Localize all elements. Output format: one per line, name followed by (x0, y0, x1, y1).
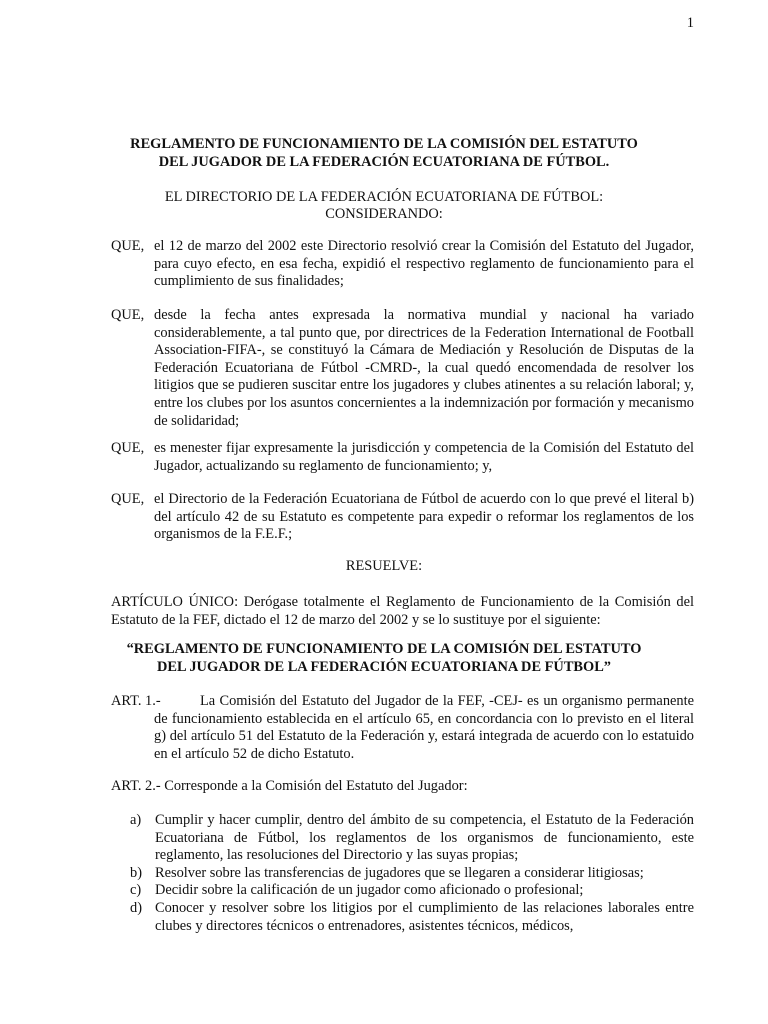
list-item (130, 812, 694, 865)
considerando-text: es menester fijar expresamente la jurisdicción y competencia de la Comisión del Estatuto del Jugador, actualizando su reglamento de funcionamiento; y, (154, 440, 694, 474)
document-title-line-1: REGLAMENTO DE FUNCIONAMIENTO DE LA COMISIÓN DEL ESTATUTO (130, 136, 638, 152)
article-1 (111, 693, 694, 763)
list-marker: b) (130, 864, 142, 881)
article-2-list (130, 812, 694, 935)
que-label: QUE, (111, 491, 145, 507)
list-item-text: Conocer y resolver sobre los litigios por el cumplimiento de las relaciones laborales entre clubes y directores técnicos o entrenadores, asistentes técnicos, médicos, (155, 899, 694, 934)
reglamento-title-line-2: DEL JUGADOR DE LA FEDERACIÓN ECUATORIANA DE FÚTBOL” (156, 659, 612, 675)
list-item (130, 900, 694, 935)
considerando-heading: CONSIDERANDO: (325, 206, 443, 222)
list-item-text: Cumplir y hacer cumplir, dentro del ámbito de su competencia, el Estatuto de la Federación Ecuatoriana de Fútbol, los reglamentos de los organismos de funcionamiento, este reglamento, las resoluciones del Directorio y las suyas propias; (155, 812, 694, 864)
list-item-text: Resolver sobre las transferencias de jugadores que se llegaren a considerar litigiosas; (155, 864, 644, 881)
directorio-heading: EL DIRECTORIO DE LA FEDERACIÓN ECUATORIANA DE FÚTBOL: (164, 189, 604, 205)
considerando-paragraph-3 (111, 440, 694, 475)
list-marker: a) (130, 812, 142, 828)
considerando-paragraph-2 (111, 307, 694, 430)
considerando-paragraph-4 (111, 491, 694, 544)
considerando-text: el 12 de marzo del 2002 este Directorio resolvió crear la Comisión del Estatuto del Jugador, para cuyo efecto, en esa fecha, expidió el respectivo reglamento de funcionamiento para el cumplimiento de sus finalidades; (154, 238, 694, 290)
reglamento-title-line-1: “REGLAMENTO DE FUNCIONAMIENTO DE LA COMISIÓN DEL ESTATUTO (126, 641, 642, 657)
article-1-text: La Comisión del Estatuto del Jugador de la FEF, -CEJ- es un organismo permanente de funcionamiento establecida en el artículo 65, en concordancia con lo previsto en el literal g) del artículo 51 del Estatuto de la Federación y, estará integrada de acuerdo con lo estatuido en el artículo 52 de dicho Estatuto. (154, 693, 694, 762)
considerando-paragraph-1 (111, 238, 694, 291)
considerando-text: el Directorio de la Federación Ecuatoriana de Fútbol de acuerdo con lo que prevé el literal b) del artículo 42 de su Estatuto es competente para expedir o reformar los reglamentos de los organismos de la F.E.F.; (154, 491, 694, 543)
article-1-label: ART. 1.- (111, 693, 161, 709)
que-label: QUE, (111, 440, 145, 456)
que-label: QUE, (111, 307, 145, 323)
document-title-line-2: DEL JUGADOR DE LA FEDERACIÓN ECUATORIANA DE FÚTBOL. (158, 154, 610, 170)
article-2: ART. 2.- Corresponde a la Comisión del Estatuto del Jugador: (111, 778, 468, 794)
resuelve-heading: RESUELVE: (345, 558, 423, 574)
list-item (130, 882, 694, 900)
list-item-text: Decidir sobre la calificación de un jugador como aficionado o profesional; (155, 882, 584, 899)
list-item (130, 865, 694, 883)
list-marker: c) (130, 882, 142, 899)
que-label: QUE, (111, 238, 145, 254)
list-marker: d) (130, 899, 142, 916)
page-number: 1 (686, 15, 694, 31)
articulo-unico: ARTÍCULO ÚNICO: Derógase totalmente el Reglamento de Funcionamiento de la Comisión del Estatuto de la FEF, dictado el 12 de marzo del 2002 y se lo sustituye por el siguiente: (111, 594, 694, 628)
considerando-text: desde la fecha antes expresada la normativa mundial y nacional ha variado considerablemente, a tal punto que, por directrices de la Federation International de Football Association-FIFA-, se constituyó la Cámara de Mediación y Resolución de Disputas de la Federación Ecuatoriana de Fútbol -CMRD-, la cual quedó encomendada de resolver los litigios que se pudieren suscitar entre los jugadores y clubes atinentes a su relación laboral; y, entre los clubes por los asuntos concernientes a la indemnización por formación y mecanismo de solidaridad; (154, 307, 694, 429)
